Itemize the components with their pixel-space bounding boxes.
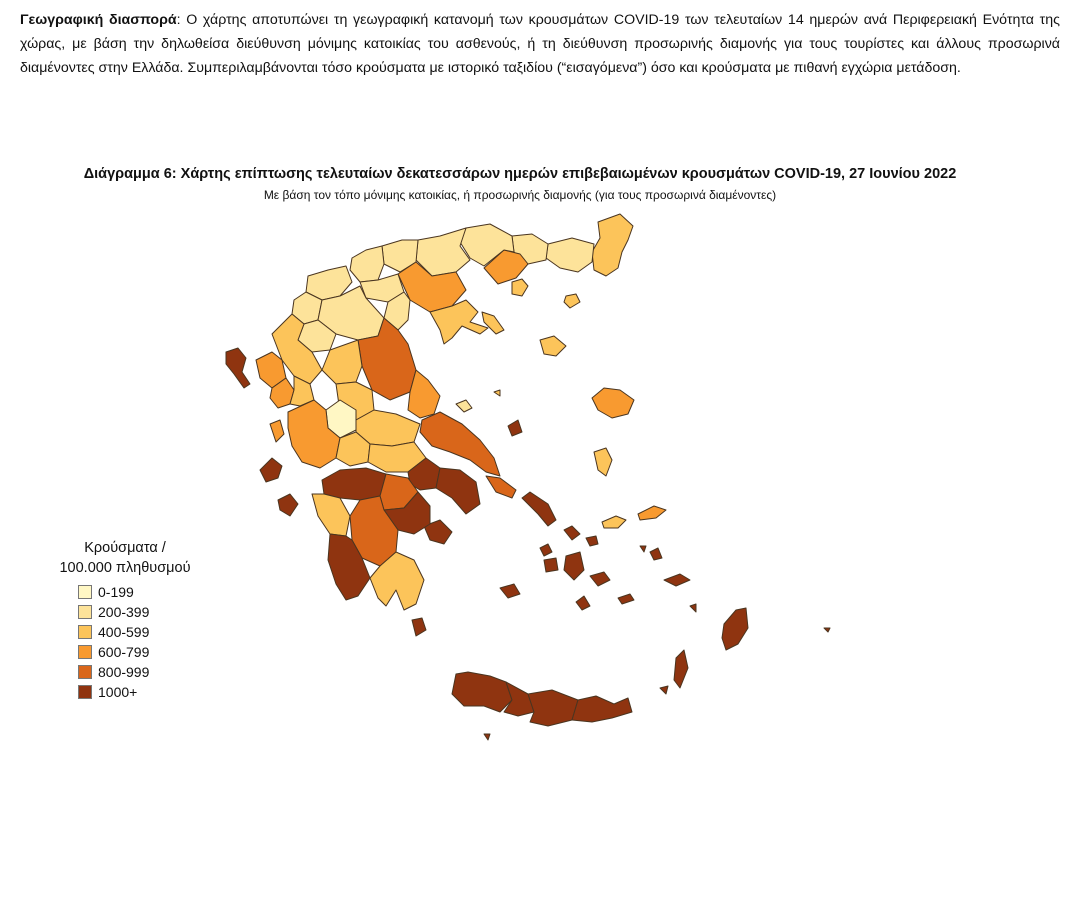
legend-item bbox=[78, 602, 210, 622]
map-legend bbox=[40, 538, 210, 702]
legend-item bbox=[78, 642, 210, 662]
region-evia-south bbox=[486, 476, 516, 498]
region-achaia bbox=[322, 468, 386, 500]
region-tinos bbox=[564, 526, 580, 540]
legend-item bbox=[78, 662, 210, 682]
legend-label: 400-599 bbox=[98, 624, 150, 640]
region-samothraki bbox=[564, 294, 580, 308]
region-thasos bbox=[512, 279, 528, 296]
legend-title-line2: 100.000 πληθυσμού bbox=[59, 560, 191, 576]
region-kos bbox=[664, 574, 690, 586]
legend-title-line1: Κρούσματα / bbox=[84, 540, 166, 556]
region-karpathos bbox=[674, 650, 688, 688]
legend-label: 200-399 bbox=[98, 604, 150, 620]
region-evros bbox=[592, 214, 633, 276]
region-pella bbox=[350, 246, 384, 282]
region-kalymnos bbox=[650, 548, 662, 560]
legend-swatch bbox=[78, 685, 92, 699]
islet-6 bbox=[824, 628, 830, 632]
region-heraklion bbox=[528, 690, 578, 726]
islet-4 bbox=[660, 686, 668, 694]
region-ios bbox=[590, 572, 610, 586]
legend-label: 800-999 bbox=[98, 664, 150, 680]
intro-text: : Ο χάρτης αποτυπώνει τη γεωγραφική κατανομή των κρουσμάτων COVID-19 των τελευταίων 14 ημερών ανά Περιφερειακή Ενότητα της χώρας, με βάση την δηλωθείσα διεύθυνση μόνιμης κατοικίας του ασθενούς, ή τη διεύθυνση προσωρινής διαμονής για τους τουρίστες και άλλους προσωρινά διαμένοντες στην Ελλάδα. Συμπεριλαμβάνονται τόσο κρούσματα με ιστορικό ταξιδίου (“εισαγόμενα”) όσο και κρούσματα με πιθανή εγχώρια μετάδοση. bbox=[20, 12, 1060, 76]
region-syros bbox=[540, 544, 552, 556]
region-east-attica bbox=[436, 468, 480, 514]
intro-label: Γεωγραφική διασπορά bbox=[20, 12, 177, 28]
islet-5 bbox=[484, 734, 490, 740]
region-chios bbox=[594, 448, 612, 476]
legend-swatch bbox=[78, 665, 92, 679]
region-zakynthos bbox=[278, 494, 298, 516]
region-chania bbox=[452, 672, 512, 712]
region-corfu bbox=[226, 348, 250, 388]
region-lasithi bbox=[572, 696, 632, 722]
region-lesvos bbox=[592, 388, 634, 418]
region-sporades bbox=[456, 400, 472, 412]
legend-label: 600-799 bbox=[98, 644, 150, 660]
region-kefalonia bbox=[260, 458, 282, 482]
region-amorgos bbox=[618, 594, 634, 604]
legend-swatch bbox=[78, 605, 92, 619]
region-lefkada bbox=[270, 420, 284, 442]
legend-item bbox=[78, 582, 210, 602]
legend-items bbox=[78, 582, 210, 702]
legend-label: 1000+ bbox=[98, 684, 138, 700]
islet-1 bbox=[494, 390, 500, 396]
legend-item bbox=[78, 682, 210, 702]
region-rhodes bbox=[722, 608, 748, 650]
region-paros bbox=[544, 558, 558, 572]
region-ilia bbox=[312, 494, 350, 536]
islet-2 bbox=[640, 546, 646, 552]
region-samos bbox=[602, 516, 626, 528]
region-naxos bbox=[564, 552, 584, 580]
legend-swatch bbox=[78, 585, 92, 599]
region-santorini bbox=[576, 596, 590, 610]
region-limnos bbox=[540, 336, 566, 356]
region-skyros bbox=[508, 420, 522, 436]
map-subtitle: Με βάση τον τόπο μόνιμης κατοικίας, ή προσωρινής διαμονής (για τους προσωρινά διαμένοντες) bbox=[263, 188, 777, 202]
legend-swatch bbox=[78, 645, 92, 659]
legend-swatch bbox=[78, 625, 92, 639]
map-title: Διάγραμμα 6: Χάρτης επίπτωσης τελευταίων δεκατεσσάρων ημερών επιβεβαιωμένων κρουσμάτων COVID-19, 27 Ιουνίου 2022 bbox=[83, 166, 957, 182]
legend-label: 0-199 bbox=[98, 584, 134, 600]
region-andros bbox=[522, 492, 556, 526]
region-mykonos bbox=[586, 536, 598, 546]
region-kythira bbox=[412, 618, 426, 636]
region-athos-tip bbox=[482, 312, 504, 334]
region-rodopi bbox=[546, 238, 594, 272]
legend-item bbox=[78, 622, 210, 642]
region-ikaria bbox=[638, 506, 666, 520]
islet-3 bbox=[690, 604, 696, 612]
region-milos bbox=[500, 584, 520, 598]
